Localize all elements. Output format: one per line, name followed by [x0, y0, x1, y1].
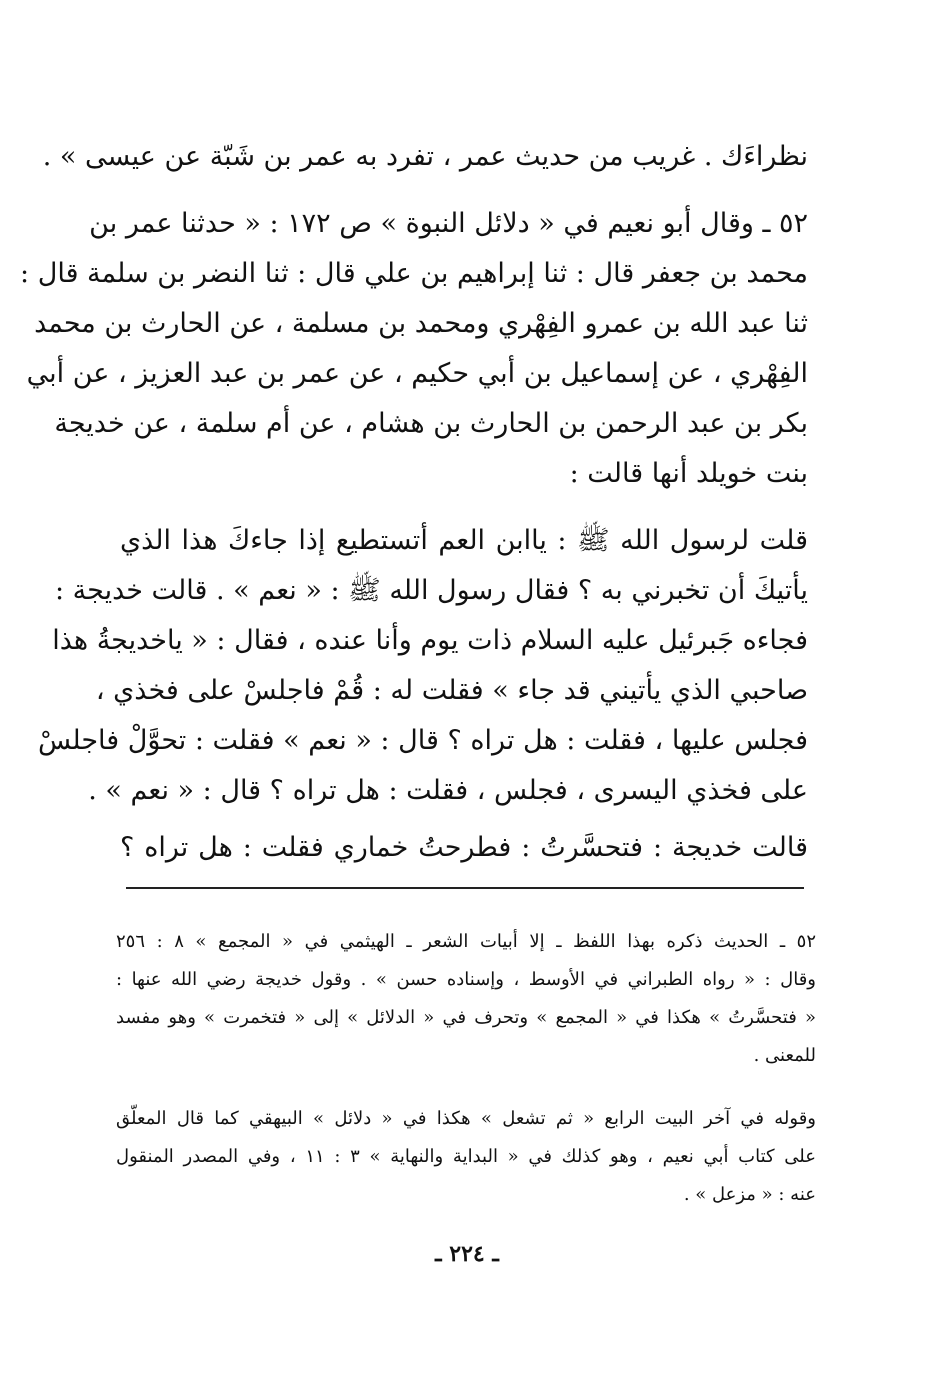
- footnote-line: على كتاب أبي نعيم ، وهو كذلك في « البداية والنهاية » ٣ : ١١ ، وفي المصدر المنقول: [116, 1146, 816, 1167]
- main-text-line: بنت خويلد أنها قالت :: [569, 458, 808, 489]
- footnote-line: وقوله في آخر البيت الرابع « ثم تشعل » هكذا في « دلائل » البيهقي كما قال المعلّق: [116, 1108, 816, 1129]
- main-text-line: قلت لرسول الله ﷺ : ياابن العم أتستطيع إذا جاءكَ هذا الذي: [120, 525, 808, 556]
- main-text-line: على فخذي اليسرى ، فجلس ، فقلت : هل تراه ؟ قال : « نعم » .: [88, 775, 808, 806]
- main-text-line: فجلس عليها ، فقلت : هل تراه ؟ قال : « نعم » فقلت : تحوَّلْ فاجلسْ: [38, 725, 808, 756]
- main-text-line: فجاءه جَبرئيل عليه السلام ذات يوم وأنا عنده ، فقال : « ياخديجةُ هذا: [52, 625, 808, 656]
- main-text-line: يأتيكَ أن تخبرني به ؟ فقال رسول الله ﷺ : « نعم » . قالت خديجة :: [54, 575, 808, 606]
- footnote-separator: [126, 887, 804, 889]
- main-text-line: ٥٢ ـ وقال أبو نعيم في « دلائل النبوة » ص ١٧٢ : « حدثنا عمر بن: [89, 208, 808, 239]
- main-text-line: بكر بن عبد الرحمن بن الحارث بن هشام ، عن أم سلمة ، عن خديجة: [54, 408, 808, 439]
- footnote-line: وقال : « رواه الطبراني في الأوسط ، وإسناده حسن » . وقول خديجة رضي الله عنها :: [116, 969, 816, 990]
- page-number: ـ ٢٢٤ ـ: [435, 1241, 499, 1267]
- main-text-line: محمد بن جعفر قال : ثنا إبراهيم بن علي قال : ثنا النضر بن سلمة قال :: [20, 258, 808, 289]
- footnote-line: ٥٢ ـ الحديث ذكره بهذا اللفظ ـ إلا أبيات الشعر ـ الهيثمي في « المجمع » ٨ : ٢٥٦: [116, 931, 816, 952]
- footnote-line: للمعنى .: [753, 1045, 816, 1066]
- main-text-line: قالت خديجة : فتحسَّرتُ : فطرحتُ خماري فقلت : هل تراه ؟: [120, 832, 808, 863]
- main-text-line: ثنا عبد الله بن عمرو الفِهْري ومحمد بن مسلمة ، عن الحارث بن محمد: [34, 308, 808, 339]
- footnote-line: « فتحسَّرتُ » هكذا في « المجمع » وتحرف في « الدلائل » إلى « فتخمرت » وهو مفسد: [116, 1007, 816, 1028]
- footnote-line: عنه : « مزعل » .: [683, 1184, 816, 1205]
- main-text-line: الفِهْري ، عن إسماعيل بن أبي حكيم ، عن عمر بن عبد العزيز ، عن أبي: [26, 358, 808, 389]
- main-text-line: صاحبي الذي يأتيني قد جاء » فقلت له : قُمْ فاجلسْ على فخذي ،: [95, 675, 808, 706]
- main-text-line: نظراءَك . غريب من حديث عمر ، تفرد به عمر بن شَبّة عن عيسى » .: [42, 141, 808, 172]
